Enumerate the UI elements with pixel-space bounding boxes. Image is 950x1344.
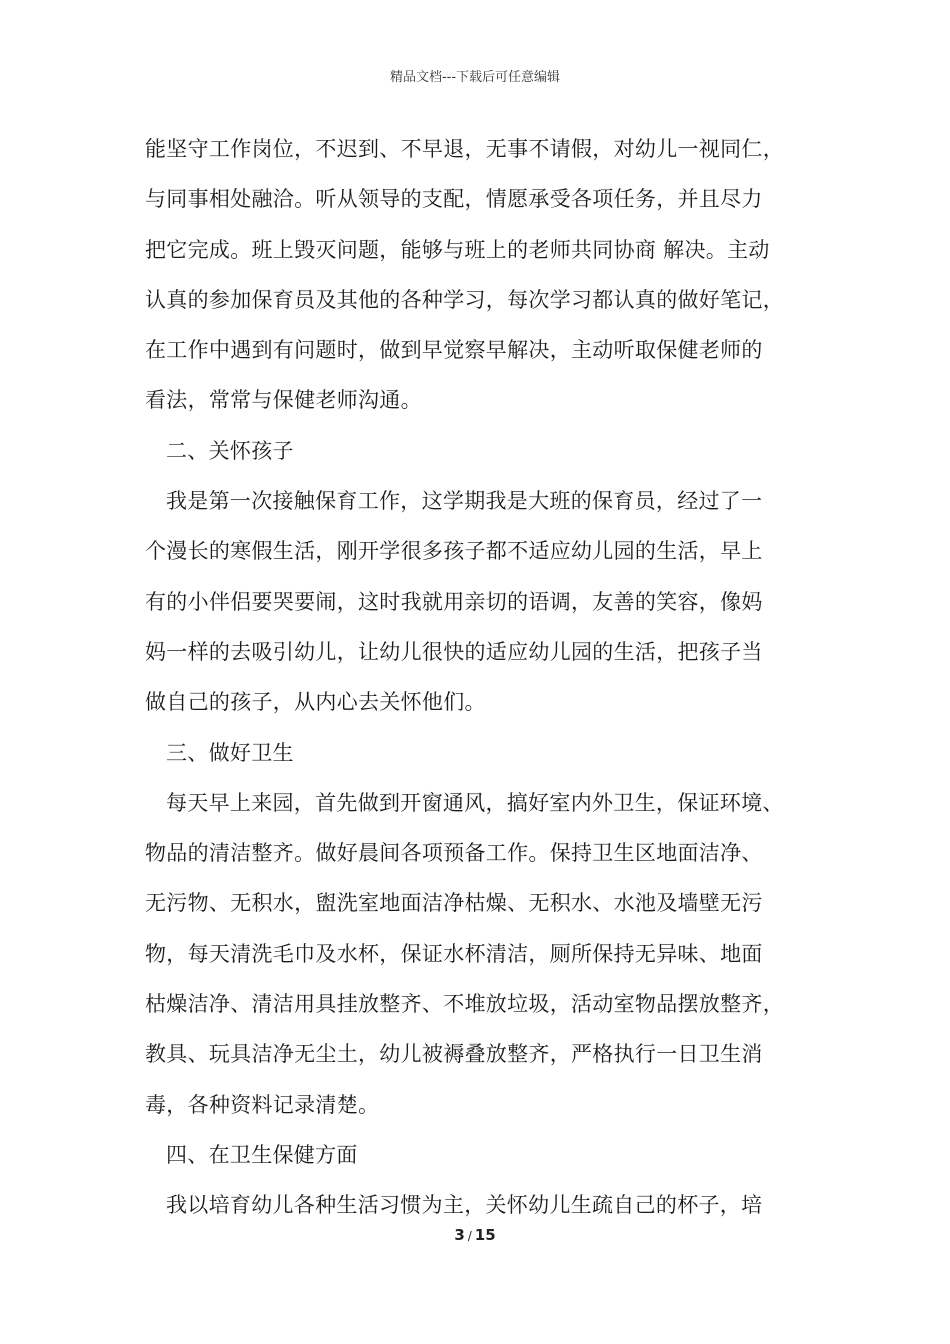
- document-body: [145, 124, 815, 1231]
- section-heading: 四、在卫生保健方面: [166, 1142, 358, 1167]
- text-line: 物品的清洁整齐。做好晨间各项预备工作。保持卫生区地面洁净、: [145, 841, 763, 866]
- text-line: 枯燥洁净、清洁用具挂放整齐、不堆放垃圾，活动室物品摆放整齐，: [145, 992, 784, 1017]
- text-line: 认真的参加保育员及其他的各种学习，每次学习都认真的做好笔记，: [145, 287, 784, 312]
- page-header: 精品文档---下载后可任意编辑: [389, 70, 561, 85]
- text-line: 物，每天清洗毛巾及水杯，保证水杯清洁，厕所保持无异味、地面: [145, 941, 763, 966]
- current-page-number: 3: [454, 1226, 465, 1244]
- page-number: [0, 1226, 950, 1244]
- text-line: 我是第一次接触保育工作，这学期我是大班的保育员，经过了一: [166, 489, 763, 514]
- total-pages-number: 15: [474, 1226, 496, 1244]
- section-heading: 三、做好卫生: [166, 740, 294, 765]
- text-line: 看法，常常与保健老师沟通。: [145, 388, 422, 413]
- text-line: 与同事相处融洽。听从领导的支配，情愿承受各项任务，并且尽力: [145, 187, 763, 212]
- text-line: 在工作中遇到有问题时，做到早觉察早解决，主动听取保健老师的: [145, 338, 763, 363]
- text-line: 能坚守工作岗位，不迟到、不早退，无事不请假，对幼儿一视同仁，: [145, 137, 784, 161]
- text-line: 教具、玩具洁净无尘土，幼儿被褥叠放整齐，严格执行一日卫生消: [145, 1042, 763, 1067]
- text-line: 我以培育幼儿各种生活习惯为主，关怀幼儿生疏自己的杯子，培: [166, 1193, 763, 1218]
- text-line: 每天早上来园，首先做到开窗通风，搞好室内外卫生，保证环境、: [166, 790, 784, 815]
- text-line: 妈一样的去吸引幼儿，让幼儿很快的适应幼儿园的生活，把孩子当: [145, 639, 763, 664]
- text-line: 个漫长的寒假生活，刚开学很多孩子都不适应幼儿园的生活，早上: [145, 539, 763, 564]
- section-heading: 二、关怀孩子: [166, 438, 294, 463]
- text-line: 有的小伴侣要哭要闹，这时我就用亲切的语调，友善的笑容，像妈: [145, 589, 763, 614]
- text-line: 无污物、无积水，盥洗室地面洁净枯燥、无积水、水池及墙壁无污: [145, 891, 763, 916]
- text-line: 把它完成。班上毁灭问题，能够与班上的老师共同协商 解决。主动: [145, 237, 770, 262]
- text-line: 毒，各种资料记录清楚。: [145, 1092, 380, 1117]
- page-separator: /: [467, 1229, 472, 1243]
- text-line: 做自己的孩子，从内心去关怀他们。: [145, 690, 486, 715]
